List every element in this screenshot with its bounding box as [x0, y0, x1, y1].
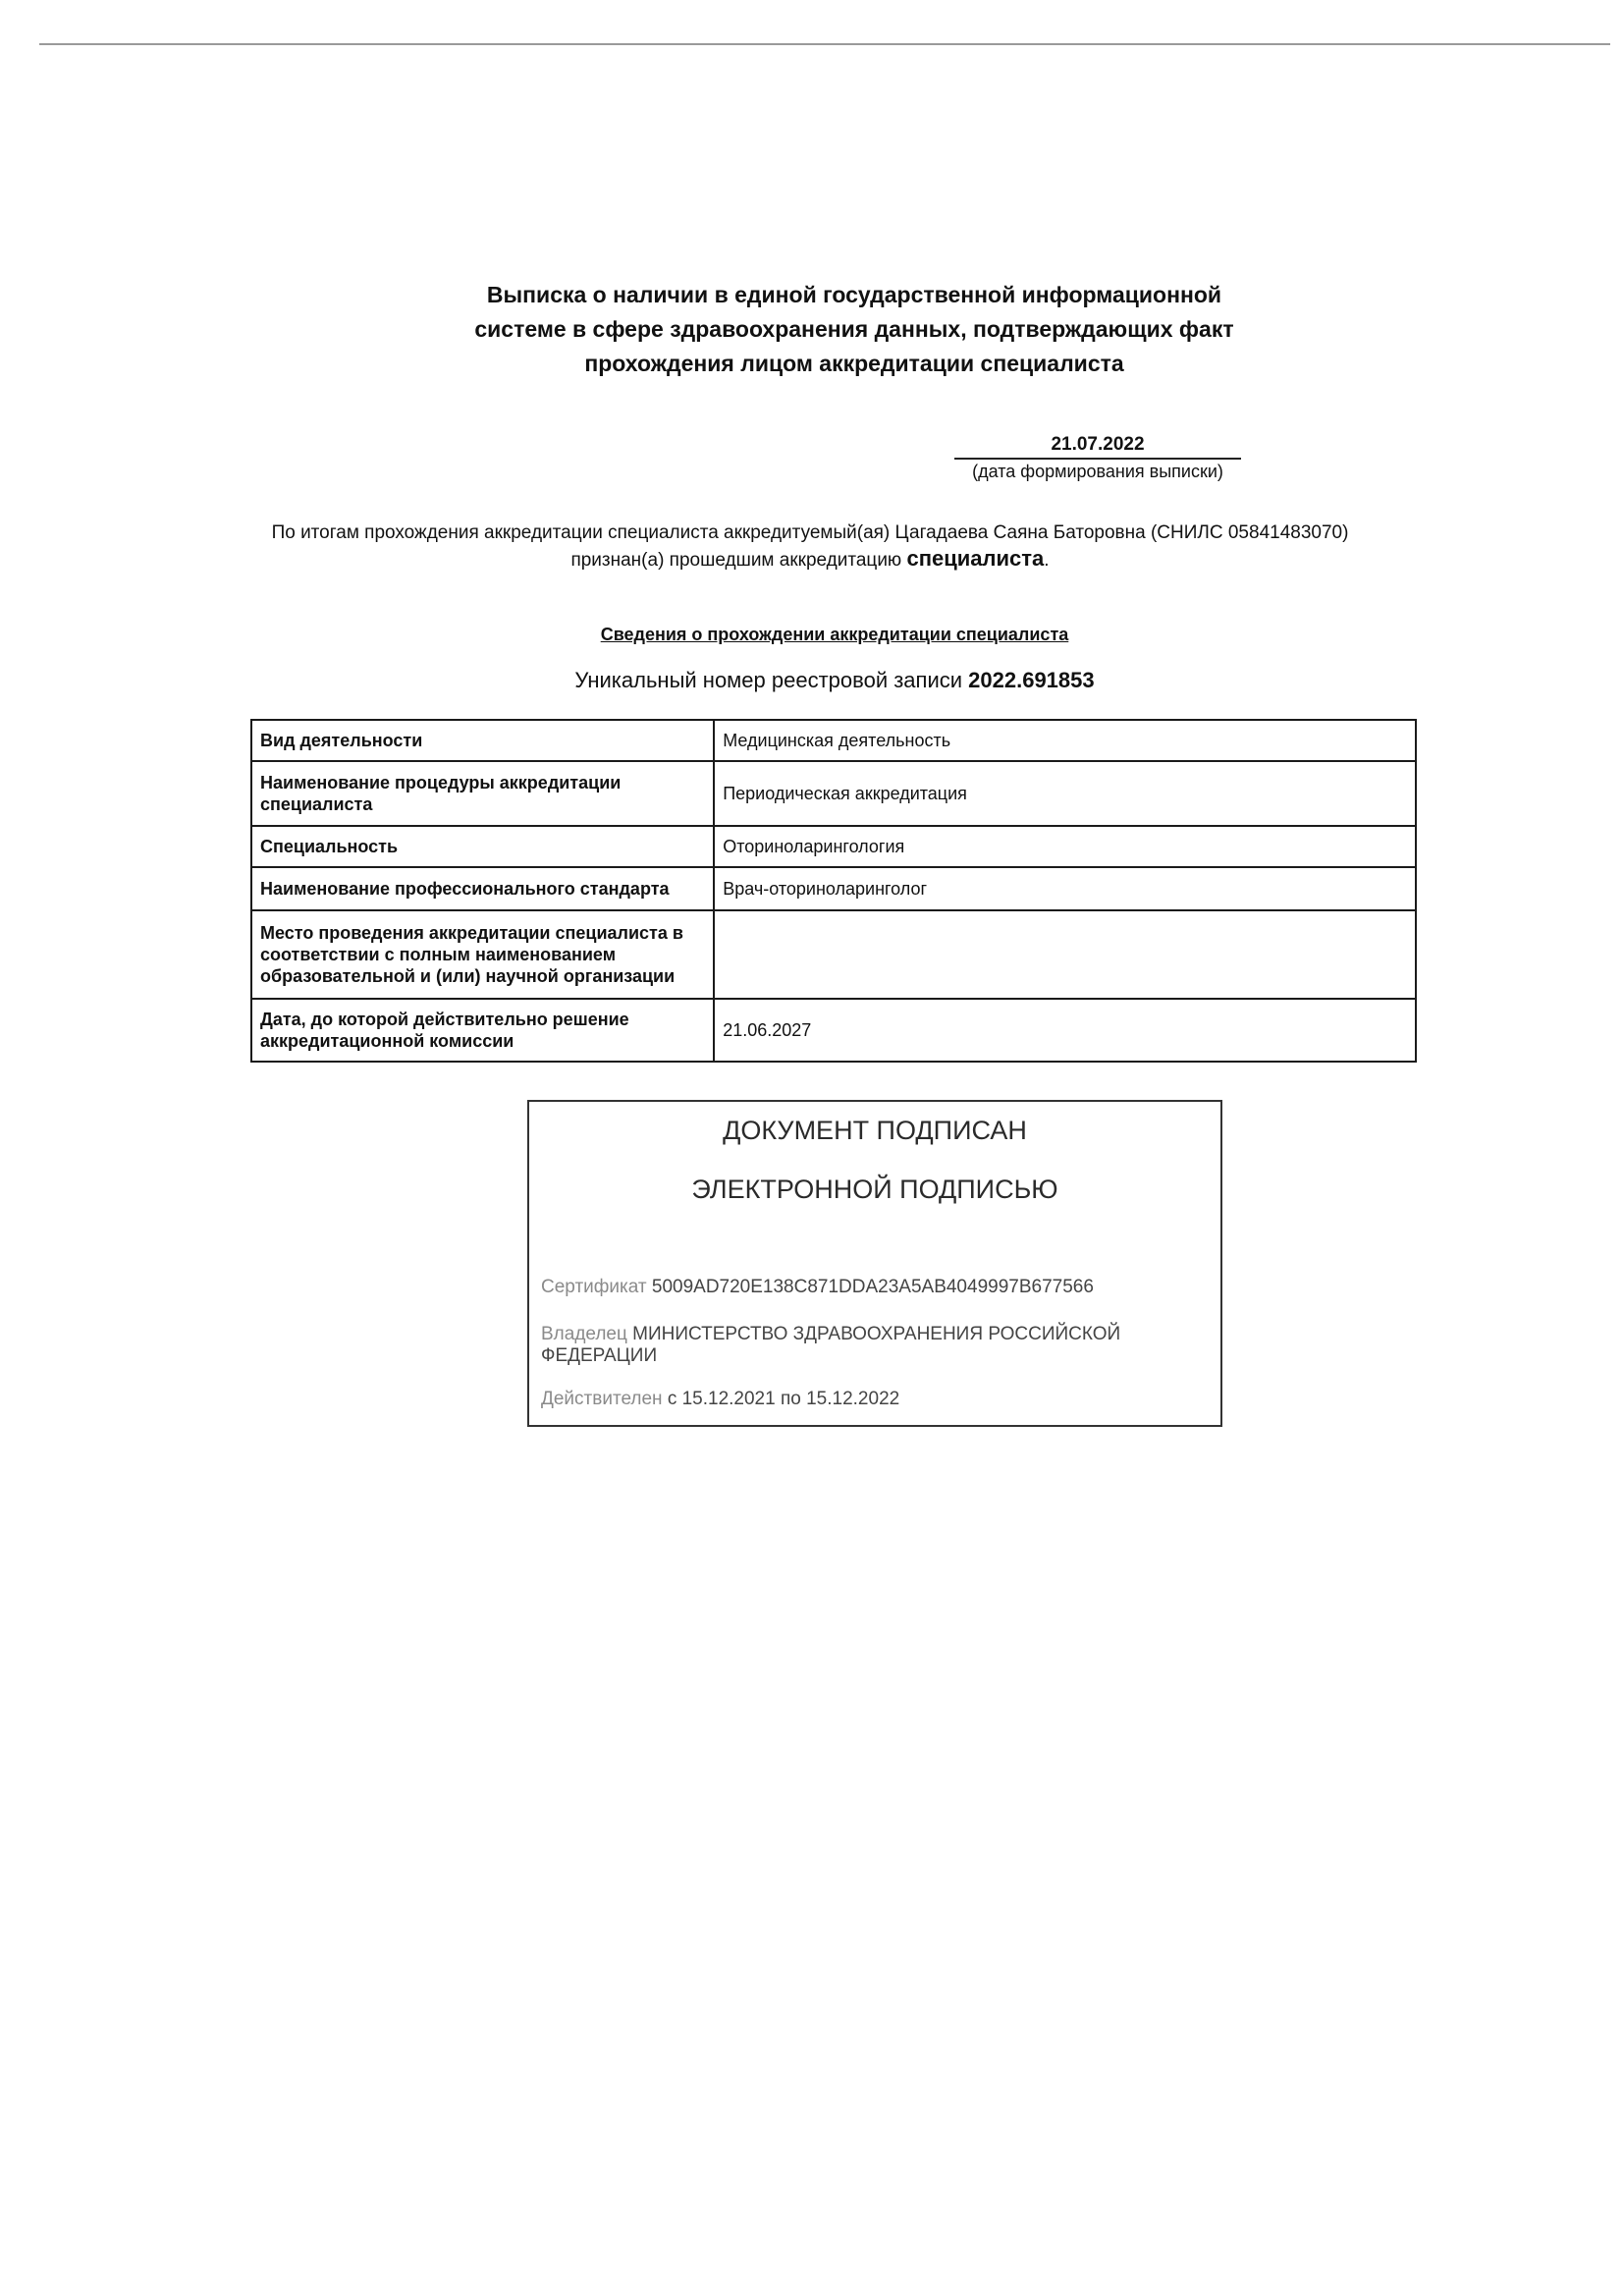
- intro-line-2-emphasis: специалиста: [906, 546, 1045, 571]
- intro-line-2-prefix: признан(а) прошедшим аккредитацию: [570, 550, 902, 571]
- row-value: Медицинская деятельность: [714, 720, 1416, 761]
- row-key: Наименование профессионального стандарта: [251, 867, 714, 910]
- table-row: [251, 910, 1416, 999]
- stamp-title-line-1: ДОКУМЕНТ ПОДПИСАН: [723, 1116, 1027, 1145]
- section-heading: Сведения о прохождении аккредитации специалиста: [600, 625, 1069, 644]
- title-line-1: Выписка о наличии в единой государственной информационной: [486, 282, 1222, 307]
- row-value: Периодическая аккредитация: [714, 761, 1416, 826]
- certificate-value: 5009AD720E138C871DDA23A5AB4049997B677566: [651, 1277, 1094, 1297]
- validity-label: Действителен: [541, 1389, 663, 1409]
- document-title: [422, 278, 1286, 381]
- registry-label: Уникальный номер реестровой записи: [574, 668, 963, 692]
- owner-value: МИНИСТЕРСТВО ЗДРАВООХРАНЕНИЯ РОССИЙСКОЙ ФЕДЕРАЦИИ: [541, 1324, 1121, 1366]
- row-value: 21.06.2027: [714, 999, 1416, 1062]
- stamp-owner: [541, 1324, 1209, 1367]
- title-line-2: системе в сфере здравоохранения данных, подтверждающих факт: [474, 316, 1234, 342]
- scan-edge-line: [39, 43, 1610, 45]
- table-row: [251, 720, 1416, 761]
- registry-number: 2022.691853: [968, 668, 1095, 692]
- row-value: [714, 910, 1416, 999]
- validity-to: 15.12.2022: [806, 1389, 900, 1409]
- intro-line-2: [196, 546, 1424, 574]
- row-key: Наименование процедуры аккредитации специалиста: [251, 761, 714, 826]
- row-key: Место проведения аккредитации специалиста в соответствии с полным наименованием образовательной и (или) научной организации: [251, 910, 714, 999]
- electronic-signature-stamp: [527, 1100, 1222, 1427]
- row-value: Оториноларингология: [714, 826, 1416, 867]
- validity-to-word: по: [780, 1389, 801, 1409]
- table-row: [251, 826, 1416, 867]
- stamp-validity: [541, 1389, 1209, 1410]
- registry-record: [393, 668, 1276, 693]
- row-value: Врач-оториноларинголог: [714, 867, 1416, 910]
- issue-date: 21.07.2022: [954, 434, 1241, 460]
- validity-from-word: с: [667, 1389, 677, 1409]
- accreditation-table: [250, 719, 1417, 1063]
- intro-paragraph: [196, 520, 1424, 574]
- certificate-label: Сертификат: [541, 1277, 647, 1297]
- row-key: Специальность: [251, 826, 714, 867]
- row-key: Вид деятельности: [251, 720, 714, 761]
- intro-line-2-suffix: .: [1044, 550, 1050, 571]
- owner-label: Владелец: [541, 1324, 627, 1344]
- table-row: [251, 867, 1416, 910]
- issue-date-caption: (дата формирования выписки): [972, 462, 1223, 481]
- table-row: [251, 761, 1416, 826]
- table-row: [251, 999, 1416, 1062]
- stamp-certificate: [541, 1277, 1209, 1298]
- row-key: Дата, до которой действительно решение аккредитационной комиссии: [251, 999, 714, 1062]
- issue-date-block: [954, 434, 1241, 483]
- title-line-3: прохождения лицом аккредитации специалиста: [584, 351, 1124, 376]
- stamp-title-line-2: ЭЛЕКТРОННОЙ ПОДПИСЬЮ: [691, 1175, 1058, 1204]
- intro-line-1: По итогам прохождения аккредитации специалиста аккредитуемый(ая) Цагадаева Саяна Баторовна (СНИЛС 05841483070): [271, 522, 1349, 543]
- validity-from: 15.12.2021: [681, 1389, 776, 1409]
